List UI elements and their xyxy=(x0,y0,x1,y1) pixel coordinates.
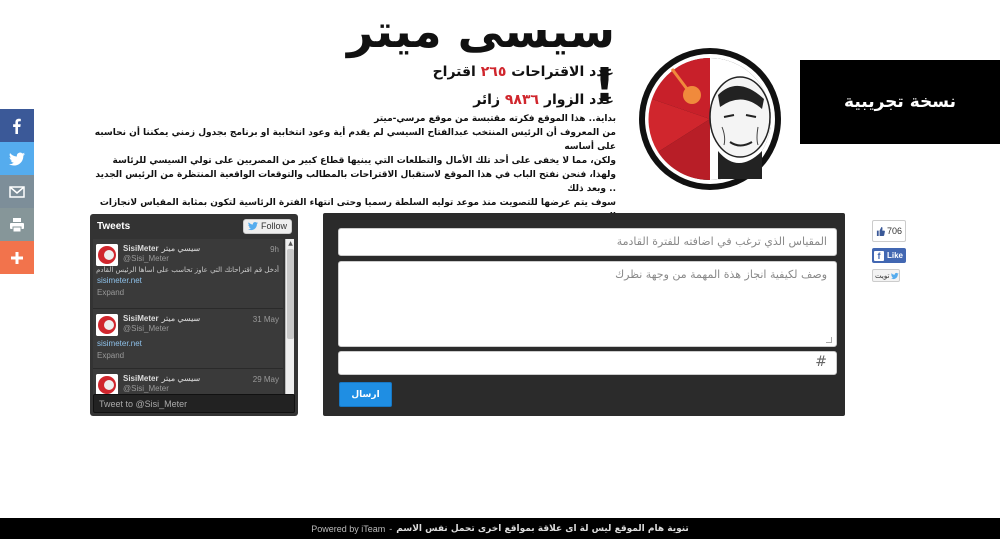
tweet-time[interactable]: 29 May xyxy=(252,375,279,384)
tweet-author-name-ar: سيسي ميتر xyxy=(161,314,201,323)
scroll-up-arrow[interactable]: ▲ xyxy=(288,240,293,247)
tweet-handle: @Sisi_Meter xyxy=(123,384,169,393)
footer-separator: - xyxy=(389,523,393,534)
powered-by[interactable]: Powered by iTeam xyxy=(311,523,386,534)
intro-line: من المعروف أن الرئيس المنتخب عبدالفتاح السيسي لم يقدم أية وعود انتخابية او برنامج بجدول زمني يمكننا أن نحاسبه على أساسه xyxy=(94,128,616,152)
tweet-handle: @Sisi_Meter xyxy=(123,254,169,263)
footer-notice: تنوية هام الموقع ليس لة اى علاقة بمواقع اخرى تحمل نفس الاسم xyxy=(396,523,689,534)
thumbs-up-icon xyxy=(876,227,885,236)
print-icon xyxy=(9,217,25,233)
suggestions-count xyxy=(433,64,614,80)
tweet-list xyxy=(93,239,283,402)
description-placeholder: وصف لكيفية انجاز هذة المهمة من وجهة نظرك xyxy=(615,268,827,281)
email-share-button[interactable] xyxy=(0,175,34,208)
twitter-bird-icon xyxy=(248,221,258,231)
like-count-value: 706 xyxy=(887,226,903,236)
like-counter xyxy=(872,220,906,242)
tweet-author-name: SisiMeter xyxy=(123,374,159,383)
tweets-header xyxy=(90,214,298,238)
tweet-expand-link[interactable]: Expand xyxy=(97,288,125,297)
tweet-author-name: SisiMeter xyxy=(123,244,159,253)
share-bar xyxy=(0,109,34,274)
tweet-author-name: SisiMeter xyxy=(123,314,159,323)
hashtag-input[interactable]: # xyxy=(338,351,837,375)
tweet-author-name-ar: سيسي ميتر xyxy=(161,374,201,383)
tweet-link[interactable]: sisimeter.net xyxy=(97,276,142,285)
intro-text xyxy=(86,112,616,224)
avatar[interactable] xyxy=(96,374,118,396)
visitors-suffix: زائر xyxy=(473,92,501,108)
suggestions-suffix: اقتراح xyxy=(432,64,476,80)
intro-line: ولهذا، فنحن نفتح الباب في هذا الموقع لاستقبال الاقتراحات بالمطالب والتوقعات الواقعية المنتظرة من الرئيس الجديد .. وبعد ذلك xyxy=(95,170,616,194)
resize-grip-icon[interactable] xyxy=(826,337,832,343)
footer xyxy=(0,518,1000,539)
tweet-expand-link[interactable]: Expand xyxy=(97,351,125,360)
intro-line: ولكن، مما لا يخفى على أحد تلك الأمال والتطلعات التي يبنيها قطاع كبير من المصريين على تولي السيسي للرئاسة xyxy=(112,156,616,166)
suggestions-label: عدد الاقتراحات xyxy=(511,64,614,80)
twitter-timeline-widget xyxy=(90,214,298,416)
email-icon xyxy=(9,184,25,200)
submit-button[interactable]: ارسال xyxy=(339,382,392,407)
tweet-text: أدخل قم اقتراحاتك التي عاوز تحاسب على اساها الرئيس القادم xyxy=(96,266,279,274)
visitors-count xyxy=(473,92,614,108)
tweet-handle: @Sisi_Meter xyxy=(123,324,169,333)
twitter-icon xyxy=(9,151,25,167)
intro-line: سوف يتم عرضها للتصويت منذ موعد توليه السلطة رسميا وحتى انتهاء الفترة الرئاسية لتكون بمثابة المقياس لانجازات xyxy=(99,198,616,208)
print-share-button[interactable] xyxy=(0,208,34,241)
facebook-icon: f xyxy=(874,251,884,261)
facebook-share-button[interactable] xyxy=(0,109,34,142)
tweet-compose-box[interactable]: Tweet to @Sisi_Meter xyxy=(93,394,295,413)
tw-share-label: تويت xyxy=(875,271,890,280)
suggestion-description-textarea[interactable] xyxy=(338,261,837,347)
tweet-time[interactable]: 31 May xyxy=(252,315,279,324)
twitter-share-button[interactable] xyxy=(0,142,34,175)
avatar[interactable] xyxy=(96,314,118,336)
beta-label: نسخة تجريبية xyxy=(844,92,956,112)
follow-label: Follow xyxy=(260,221,287,231)
follow-button[interactable] xyxy=(243,219,292,234)
suggestion-form xyxy=(323,213,845,416)
tweet-author-name-ar: سيسي ميتر xyxy=(161,244,201,253)
intro-line: بداية.. هذا الموقع فكرته مقتبسة من موقع مرسي-ميتر xyxy=(374,114,616,124)
site-title: سيسى ميتر ! xyxy=(346,4,615,112)
facebook-like-button[interactable] xyxy=(872,248,906,263)
tweet-time[interactable]: 9h xyxy=(270,245,279,254)
tweet-link[interactable]: sisimeter.net xyxy=(97,339,142,348)
visitors-label: عدد الزوار xyxy=(543,92,614,108)
tweets-title: Tweets xyxy=(97,220,131,232)
plus-icon xyxy=(9,250,25,266)
suggestions-number: ٢٦٥ xyxy=(480,64,507,80)
tweet-share-button[interactable] xyxy=(872,269,900,282)
facebook-icon xyxy=(9,118,25,134)
tweet-item[interactable] xyxy=(93,239,283,309)
avatar[interactable] xyxy=(96,244,118,266)
tweet-item[interactable] xyxy=(93,309,283,369)
scroll-thumb[interactable] xyxy=(287,249,294,339)
suggestion-title-input[interactable]: المقياس الذي ترغب في اضافته للفترة القادمة xyxy=(338,228,837,256)
visitors-number: ٩٨٣٦ xyxy=(504,92,540,108)
tweets-scrollbar[interactable] xyxy=(285,239,294,402)
sisi-meter-logo xyxy=(638,47,782,191)
more-share-button[interactable] xyxy=(0,241,34,274)
fb-like-label: Like xyxy=(887,251,904,260)
tweet-author[interactable] xyxy=(123,244,279,253)
twitter-icon xyxy=(891,272,899,280)
beta-ribbon xyxy=(800,60,1000,144)
